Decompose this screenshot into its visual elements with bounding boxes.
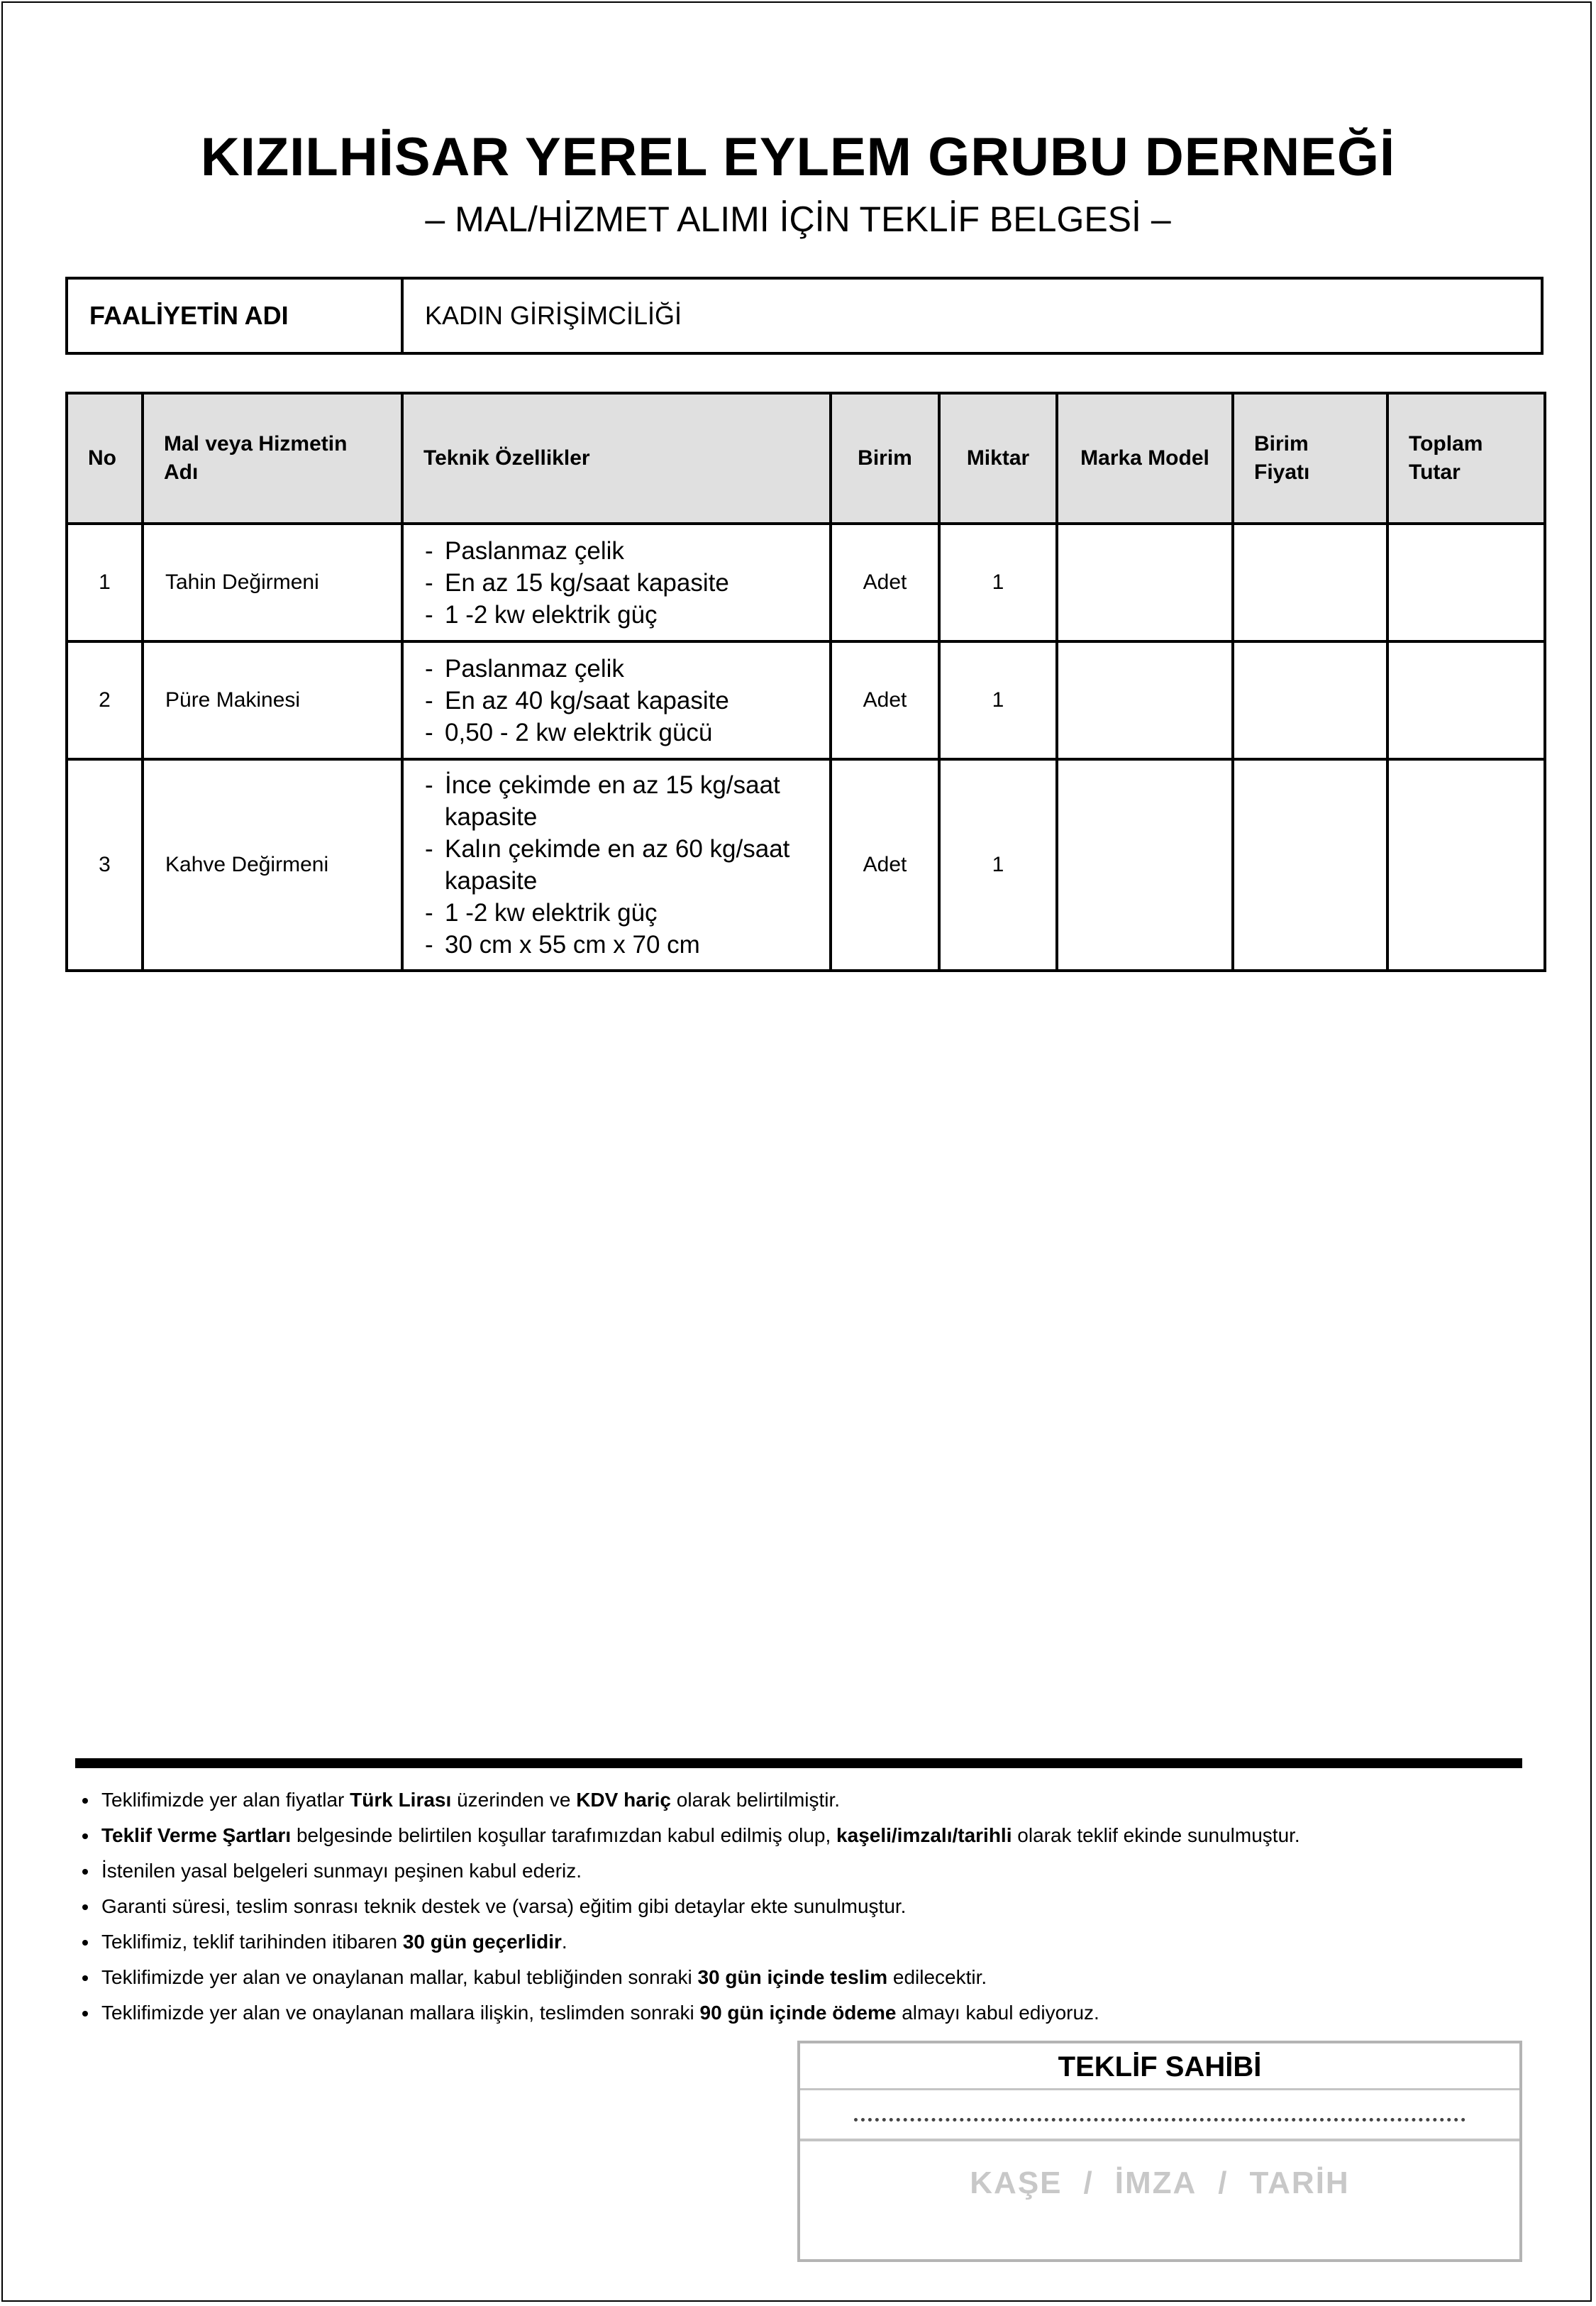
header-total: Toplam Tutar [1387, 393, 1545, 524]
row-unit-price-cell[interactable] [1233, 641, 1387, 759]
condition-text: Teklifimizde yer alan fiyatlar [101, 1789, 350, 1811]
table-header-row [67, 393, 1545, 524]
header-unit: Birim [831, 393, 939, 524]
spec-item: - En az 40 kg/saat kapasite [423, 685, 815, 717]
row-no: 1 [67, 524, 143, 641]
condition-text: İstenilen yasal belgeleri sunmayı peşinen kabul ederiz. [101, 1860, 582, 1882]
condition-text: belgesinde belirtilen koşullar tarafımızdan kabul edilmiş olup, [291, 1824, 837, 1846]
condition-item [78, 1853, 1539, 1889]
row-qty: 1 [939, 524, 1057, 641]
condition-item [78, 1889, 1539, 1924]
condition-text: Teklifimizde yer alan ve onaylanan mallar, kabul tebliğinden sonraki [101, 1966, 698, 1988]
row-unit-price-cell[interactable] [1233, 759, 1387, 971]
row-total-cell[interactable] [1387, 759, 1545, 971]
spec-item: - Paslanmaz çelik [423, 535, 815, 567]
spec-item: - 0,50 - 2 kw elektrik gücü [423, 717, 815, 749]
condition-text: Teklif Verme Şartları [101, 1824, 292, 1846]
date-label: TARİH [1249, 2166, 1350, 2200]
spec-item: - 30 cm x 55 cm x 70 cm [423, 929, 815, 961]
row-name: Tahin Değirmeni [143, 524, 402, 641]
conditions-list [78, 1782, 1539, 2031]
separator: / [1218, 2166, 1229, 2200]
spec-item: - 1 -2 kw elektrik güç [423, 897, 815, 929]
condition-text: olarak teklif ekinde sunulmuştur. [1012, 1824, 1300, 1846]
spec-item: - İnce çekimde en az 15 kg/saat kapasite [423, 769, 815, 833]
table-row [67, 524, 1545, 641]
spec-item: - 1 -2 kw elektrik güç [423, 599, 815, 631]
row-name: Püre Makinesi [143, 641, 402, 759]
header-brand: Marka Model [1057, 393, 1233, 524]
condition-text: KDV hariç [576, 1789, 672, 1811]
header-unit-price: Birim Fiyatı [1233, 393, 1387, 524]
signature-label: İMZA [1114, 2166, 1197, 2200]
table-row [67, 641, 1545, 759]
offer-signature-box [797, 2041, 1522, 2262]
row-unit: Adet [831, 759, 939, 971]
row-unit: Adet [831, 524, 939, 641]
condition-text: edilecektir. [887, 1966, 987, 1988]
spec-item: - En az 15 kg/saat kapasite [423, 567, 815, 599]
activity-value: KADIN GİRİŞİMCİLİĞİ [425, 301, 682, 330]
activity-box [65, 277, 1544, 355]
row-unit-price-cell[interactable] [1233, 524, 1387, 641]
header-qty: Miktar [939, 393, 1057, 524]
condition-item [78, 1818, 1539, 1853]
row-spec [402, 641, 831, 759]
condition-text: Teklifimiz, teklif tarihinden itibaren [101, 1931, 403, 1953]
spec-item: - Paslanmaz çelik [423, 653, 815, 685]
condition-text: kaşeli/imzalı/tarihli [836, 1824, 1012, 1846]
dotted-line [854, 2118, 1465, 2122]
offer-name-field[interactable] [800, 2090, 1519, 2141]
row-name: Kahve Değirmeni [143, 759, 402, 971]
row-spec [402, 759, 831, 971]
stamp-signature-date [800, 2166, 1519, 2201]
row-spec [402, 524, 831, 641]
table-row [67, 759, 1545, 971]
condition-text: olarak belirtilmiştir. [671, 1789, 841, 1811]
row-total-cell[interactable] [1387, 524, 1545, 641]
divider-rule [75, 1758, 1522, 1768]
condition-text: 30 gün içinde teslim [697, 1966, 888, 1988]
condition-text: Garanti süresi, teslim sonrası teknik destek ve (varsa) eğitim gibi detaylar ekte sunulmuştur. [101, 1895, 907, 1917]
document-subtitle: – MAL/HİZMET ALIMI İÇİN TEKLİF BELGESİ – [425, 199, 1171, 239]
stamp-label: KAŞE [970, 2166, 1063, 2200]
condition-text: . [561, 1931, 567, 1953]
condition-text: üzerinden ve [451, 1789, 577, 1811]
condition-text: 30 gün geçerlidir [402, 1931, 562, 1953]
row-brand-cell[interactable] [1057, 524, 1233, 641]
header-spec: Teknik Özellikler [402, 393, 831, 524]
condition-text: Teklifimizde yer alan ve onaylanan mallara ilişkin, teslimden sonraki [101, 2002, 700, 2024]
document-title: KIZILHİSAR YEREL EYLEM GRUBU DERNEĞİ [200, 127, 1396, 187]
row-total-cell[interactable] [1387, 641, 1545, 759]
spec-item: - Kalın çekimde en az 60 kg/saat kapasite [423, 833, 815, 897]
condition-item [78, 1924, 1539, 1960]
row-qty: 1 [939, 759, 1057, 971]
header-no: No [67, 393, 143, 524]
offer-title: TEKLİF SAHİBİ [800, 2043, 1519, 2090]
row-brand-cell[interactable] [1057, 641, 1233, 759]
condition-text: 90 gün içinde ödeme [699, 2002, 897, 2024]
condition-item [78, 1960, 1539, 1995]
condition-item [78, 1782, 1539, 1818]
condition-text: almayı kabul ediyoruz. [896, 2002, 1099, 2024]
separator: / [1083, 2166, 1094, 2200]
row-brand-cell[interactable] [1057, 759, 1233, 971]
items-table [65, 392, 1546, 972]
condition-text: Türk Lirası [350, 1789, 452, 1811]
row-no: 2 [67, 641, 143, 759]
row-no: 3 [67, 759, 143, 971]
activity-label: FAALİYETİN ADI [68, 280, 404, 352]
row-unit: Adet [831, 641, 939, 759]
header-name: Mal veya Hizmetin Adı [143, 393, 402, 524]
row-qty: 1 [939, 641, 1057, 759]
condition-item [78, 1995, 1539, 2031]
